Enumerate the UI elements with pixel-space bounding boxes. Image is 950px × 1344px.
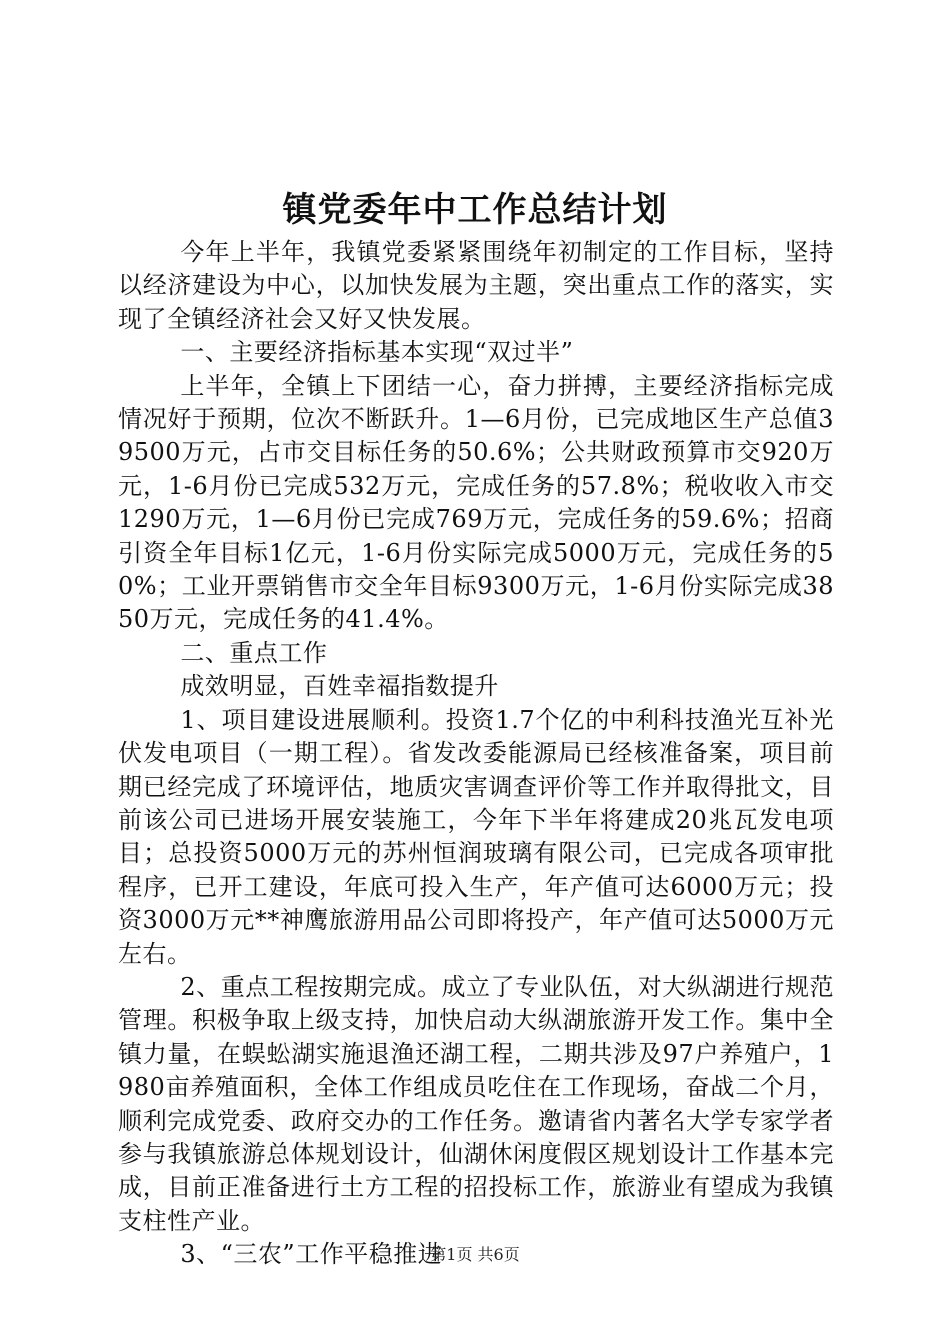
section-heading-economic-indicators: 一、主要经济指标基本实现“双过半” — [180, 338, 574, 367]
document-title: 镇党委年中工作总结计划 — [282, 190, 668, 230]
key-projects-paragraph: 2、重点工程按期完成。成立了专业队伍，对大纵湖进行规范管理。积极争取上级支持，加快启动大纵湖旅游开发工作。集中全镇力量，在蜈蚣湖实施退渔还湖工程，二期共涉及97户养殖户，1980亩养殖面积，全体工作组成员吃住在工作现场，奋战二个月，顺利完成党委、政府交办的工作任务。邀请省内著名大学专家学者参与我镇旅游总体规划设计，仙湖休闲度假区规划设计工作基本完成，目前正准备进行土方工程的招投标工作，旅游业有望成为我镇支柱性产业。 — [118, 972, 834, 1235]
key-work-subheading: 成效明显，百姓幸福指数提升 — [180, 672, 499, 701]
page-number-footer: 第1页 共6页 — [430, 1245, 520, 1264]
intro-paragraph: 今年上半年，我镇党委紧紧围绕年初制定的工作目标，坚持以经济建设为中心，以加快发展为主题，突出重点工作的落实，实现了全镇经济社会又好又快发展。 — [118, 238, 834, 333]
agriculture-heading: 3、“三农”工作平稳推进 — [180, 1240, 443, 1269]
economic-indicators-paragraph: 上半年，全镇上下团结一心，奋力拼搏，主要经济指标完成情况好于预期，位次不断跃升。1—6月份，已完成地区生产总值39500万元，占市交目标任务的50.6%；公共财政预算市交920万元，1-6月份已完成532万元，完成任务的57.8%；税收收入市交1290万元，1—6月份已完成769万元，完成任务的59.6%；招商引资全年目标1亿元，1-6月份实际完成5000万元，完成任务的50%；工业开票销售市交全年目标9300万元，1-6月份实际完成3850万元，完成任务的41.4%。 — [118, 371, 834, 634]
document-body — [118, 236, 834, 1272]
section-heading-key-work: 二、重点工作 — [180, 638, 328, 667]
project-construction-paragraph: 1、项目建设进展顺利。投资1.7个亿的中利科技渔光互补光伏发电项目（一期工程）。省发改委能源局已经核准备案，项目前期已经完成了环境评估，地质灾害调查评价等工作并取得批文，目前该公司已进场开展安装施工，今年下半年将建成20兆瓦发电项目；总投资5000万元的苏州恒润玻璃有限公司，已完成各项审批程序，已开工建设，年底可投入生产，年产值可达6000万元；投资3000万元**神鹰旅游用品公司即将投产，年产值可达5000万元左右。 — [118, 705, 834, 968]
